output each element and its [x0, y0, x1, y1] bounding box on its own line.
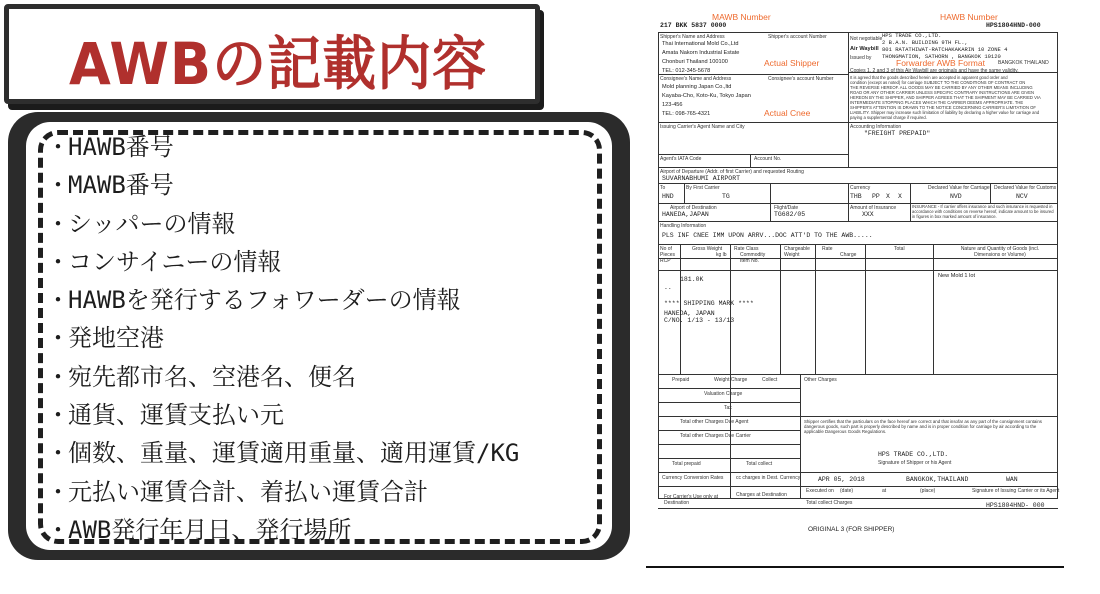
- tax-label: Tax: [724, 405, 732, 411]
- consignee-line: Mold planning Japan Co.,ltd: [662, 84, 732, 90]
- rule: [658, 458, 800, 459]
- rule: [1057, 32, 1058, 498]
- list-item-text: 発地空港: [68, 324, 164, 353]
- rule: [990, 183, 991, 203]
- total-collect-label: Total collect: [746, 461, 773, 467]
- bullet-icon: ・: [46, 401, 70, 430]
- flight: TG682/05: [774, 211, 806, 218]
- conditions-line: HEREON BY THE SHIPPER, AND SHIPPER AGREES THAT THE SHIPMENT MAY BE CARRIED VIA: [850, 95, 1041, 100]
- col-charge: Charge: [840, 252, 857, 258]
- annotation-hawb-number: HAWB Number: [940, 12, 998, 22]
- list-item-text: 個数、重量、運賃適用重量、適用運賃/KG: [68, 439, 520, 468]
- list-item: [46, 243, 519, 281]
- forwarder-line: HPS TRADE CO.,LTD.: [882, 32, 942, 39]
- conditions-line: It is agreed that the goods described herein are accepted in apparent good order and: [850, 75, 1008, 80]
- rule: [910, 183, 911, 221]
- mark-line: C/NO. 1/13 - 13/13: [664, 317, 735, 324]
- rule: [658, 32, 1058, 33]
- rule: [780, 244, 781, 374]
- destination-label: Airport of Destination: [670, 205, 717, 211]
- rule: [658, 374, 1058, 375]
- shipper-label: Shipper's Name and Address: [660, 34, 725, 40]
- shipper-account-label: Shipper's account Number: [768, 34, 827, 40]
- amount-insurance-label: Amount of Insurance: [850, 205, 897, 211]
- amount-insurance: XXX: [862, 211, 874, 218]
- bullet-icon: ・: [46, 362, 70, 391]
- col-commodity: Commodity Item No.: [740, 252, 766, 264]
- date-label: (date): [840, 488, 854, 494]
- shipper-line: TEL: 012-345-5678: [662, 68, 711, 74]
- bullet-icon: ・: [46, 439, 70, 468]
- charges-dest-label: Charges at Destination: [736, 492, 787, 498]
- list-item: [46, 396, 519, 434]
- conditions-line: paying a supplemental charge if required.: [850, 115, 927, 120]
- agent-iata-label: Agent's IATA Code: [660, 156, 702, 162]
- list-item: [46, 358, 519, 396]
- bullet-icon: ・: [46, 515, 70, 544]
- shipping-mark: **** SHIPPING MARK ****: [664, 300, 754, 307]
- departure-airport: SUVARNABHUMI AIRPORT: [662, 175, 741, 182]
- copies-note: Copies 1, 2 and 3 of this Air Waybill are originals and have the same validity.: [850, 68, 1019, 74]
- shipper-line: Thai International Mold Co.,Ltd: [662, 41, 739, 47]
- list-item: [46, 205, 519, 243]
- valuation-label: Valuation Charge: [704, 391, 743, 397]
- conditions-line: INTERMEDIATE STOPPING PLACES WHICH THE CARRIER DEEMS APPROPRIATE. THE: [850, 100, 1024, 105]
- forwarder-line: 801 RATATHIWAT-RATCHAKAKARIN 10 ZONE 4: [882, 46, 1008, 53]
- air-waybill-label: Air Waybill: [850, 46, 879, 52]
- list-item: [46, 434, 519, 472]
- dots: ..: [664, 284, 672, 291]
- rule: [658, 270, 1058, 271]
- rule: [658, 486, 1058, 487]
- executed-on-label: Executed on: [806, 488, 834, 494]
- rule: [658, 167, 1058, 168]
- signature-company: HPS TRADE CO.,LTD.: [878, 451, 949, 458]
- hawb-number-top: HPS1804HND-000: [986, 22, 1041, 29]
- list-item: [46, 511, 519, 549]
- account-no-label: Account No.: [754, 156, 782, 162]
- conditions-line: LIABILITY. Shipper may increase such limitation of liability by declaring a higher value for carriage and: [850, 110, 1040, 115]
- rule: [658, 183, 1058, 184]
- col-rate-class: Rate Class: [734, 246, 759, 252]
- shipper-line: Amata Nakorn Industrial Estate: [662, 50, 740, 56]
- to-code: HND: [662, 193, 674, 200]
- carrier-use-label: For Carrier's Use only at Destination: [664, 494, 719, 506]
- hawb-number-bottom: HPS1804HND- 000: [986, 502, 1045, 509]
- mark-line: HANEDA, JAPAN: [664, 310, 715, 317]
- list-item-text: MAWB番号: [68, 171, 174, 200]
- col-nature: Nature and Quantity of Goods (incl. Dimensions or Volume): [960, 246, 1040, 258]
- list-item: [46, 319, 519, 357]
- list-item-text: AWB発行年月日、発行場所: [68, 515, 352, 544]
- rule: [800, 416, 1058, 417]
- other-x: X: [898, 193, 902, 200]
- rule: [658, 416, 800, 417]
- other-charges-label: Other Charges: [804, 377, 837, 383]
- rule: [658, 32, 659, 498]
- list-item: [46, 166, 519, 204]
- annotation-forwarder-format: Forwarder AWB Format: [896, 58, 985, 68]
- handling-label: Handling Information: [660, 223, 707, 229]
- consignee-line: TEL: 098-765-4321: [662, 111, 711, 117]
- document-baseline: [646, 566, 1064, 568]
- wt-val-ppd: PP: [872, 193, 880, 200]
- col-chargeable: Chargeable Weight: [784, 246, 810, 258]
- bullet-icon: ・: [46, 286, 70, 315]
- rule: [658, 402, 800, 403]
- bullet-icon: ・: [46, 247, 70, 276]
- execution-date: APR 05, 2018: [818, 476, 865, 483]
- destination: HANEDA,JAPAN: [662, 211, 709, 218]
- rule: [770, 183, 771, 221]
- forwarder-city: BANGKOK THAILAND: [998, 60, 1049, 66]
- freight-prepaid: "FREIGHT PREPAID": [864, 130, 931, 137]
- departure-label: Airport of Departure (Addr. of first Carrier) and requested Routing: [660, 169, 804, 175]
- checklist: [46, 128, 519, 549]
- total-prepaid-label: Total prepaid: [672, 461, 701, 467]
- col-total: Total: [894, 246, 905, 252]
- col-pieces: No of Pieces RCP: [660, 246, 676, 264]
- to-label: To: [660, 185, 666, 191]
- consignee-line: Kayaba-Cho, Koto-Ku, Tokyo Japan: [662, 93, 751, 99]
- declared-customs-label: Declared Value for Customs: [994, 185, 1057, 191]
- col-kg: kg lb: [716, 252, 727, 258]
- col-rate: Rate: [822, 246, 833, 252]
- bullet-icon: ・: [46, 324, 70, 353]
- rule: [658, 388, 800, 389]
- currency-conv-label: Currency Conversion Rates: [662, 475, 724, 481]
- total-due-carrier-label: Total other Charges Due Carrier: [680, 433, 751, 439]
- first-carrier-label: By First Carrier: [686, 185, 720, 191]
- list-item-text: 通貨、運賃支払い元: [68, 401, 284, 430]
- conditions-line: ROAD OR ANY OTHER CARRIER UNLESS SPECIFIC CONTRARY INSTRUCTIONS ARE GIVEN: [850, 90, 1035, 95]
- rule: [680, 244, 681, 374]
- rule: [730, 244, 731, 374]
- shipper-certify: Shipper certifies that the particulars on the face hereof are correct and that insofar as any part of the consignment contains dangerous goods, such part is properly described by name and is in proper condition for carriage by air according to the applicable Dangerous Goods Regulations.: [804, 419, 1042, 435]
- list-item: [46, 128, 519, 166]
- list-item: [46, 473, 519, 511]
- conditions-line: SHIPPER'S ATTENTION IS DRAWN TO THE NOTICE CONCERNING CARRIER'S LIMITATION OF: [850, 105, 1036, 110]
- accounting-label: Accounting Information: [850, 124, 902, 130]
- bullet-icon: ・: [46, 171, 70, 200]
- rule: [658, 430, 800, 431]
- signature-label: Signature of Shipper or his Agent: [878, 460, 952, 466]
- bullet-icon: ・: [46, 477, 70, 506]
- consignee-account-label: Consignee's account Number: [768, 76, 834, 82]
- gross-weight: 181.0K: [680, 276, 704, 283]
- conditions-line: THE REVERSE HEREOF. ALL GOODS MAY BE CARRIED BY ANY OTHER MEANS INCLUDING: [850, 85, 1033, 90]
- conditions-line: condition (except as noted) for carriage SUBJECT TO THE CONDITIONS OF CONTRACT ON: [850, 80, 1026, 85]
- rule: [848, 183, 849, 221]
- slide-title: AWBの記載内容: [69, 29, 488, 98]
- rule: [658, 122, 1058, 123]
- list-item-text: シッパーの情報: [68, 209, 236, 238]
- title-box: [4, 4, 540, 104]
- consignee-line: 123-456: [662, 102, 683, 108]
- rule: [658, 472, 1058, 473]
- rule: [658, 244, 1058, 245]
- air-waybill-document: [650, 8, 1062, 538]
- other-ppd: X: [886, 193, 890, 200]
- list-item-text: HAWB番号: [68, 133, 174, 161]
- not-negotiable-label: Not negotiable: [850, 36, 883, 42]
- execution-wan: WAN: [1006, 476, 1018, 483]
- carrier-code: TG: [722, 193, 730, 200]
- execution-place: BANGKOK,THAILAND: [906, 476, 969, 483]
- declared-customs: NCV: [1016, 193, 1028, 200]
- list-item-text: 元払い運賃合計、着払い運賃合計: [68, 477, 428, 506]
- place-label: (place): [920, 488, 936, 494]
- declared-carriage: NVD: [950, 193, 962, 200]
- annotation-mawb-number: MAWB Number: [712, 12, 771, 22]
- shipper-line: Chonburi Thailand 100100: [662, 59, 728, 65]
- rule: [815, 244, 816, 374]
- at-label: at: [882, 488, 887, 494]
- handling-info: PLS INF CNEE IMM UPON ARRV...DOC ATT'D TO THE AWB.....: [662, 232, 873, 239]
- rule: [684, 183, 685, 203]
- issuing-signature-label: Signature of Issuing Carrier or its Agent: [972, 488, 1060, 494]
- issued-by-label: Issued by: [850, 55, 872, 61]
- rule: [865, 244, 866, 374]
- insurance-note: INSURANCE - If carrier offers insurance and such insurance is requested in accordance with conditions on reverse hereof, indicate amount to be insured in figures in box marked amount of insurance.: [912, 204, 1054, 219]
- declared-carriage-label: Declared Value for Carriage: [928, 185, 990, 191]
- cc-charges-label: cc charges in Dest. Currency: [736, 475, 801, 481]
- rule: [658, 154, 848, 155]
- rule: [848, 32, 849, 167]
- flight-label: Flight/Date: [774, 205, 799, 211]
- original-copy-label: ORIGINAL 3 (FOR SHIPPER): [808, 526, 895, 533]
- bullet-icon: ・: [46, 209, 70, 238]
- currency-label: Currency: [850, 185, 871, 191]
- rule: [658, 221, 1058, 222]
- mawb-number: 217 BKK 5837 0000: [660, 22, 727, 29]
- forwarder-line: 2 B.A.N. BUILDING 9TH FL.,: [882, 39, 968, 46]
- rule: [658, 444, 800, 445]
- goods-description: New Mold 1 lot: [938, 273, 975, 279]
- prepaid-label: Prepaid: [672, 377, 690, 383]
- annotation-actual-cnee: Actual Cnee: [764, 108, 811, 118]
- collect-label: Collect: [762, 377, 778, 383]
- annotation-actual-shipper: Actual Shipper: [764, 58, 820, 68]
- currency: THB: [850, 193, 862, 200]
- total-due-agent-label: Total other Charges Due Agent: [680, 419, 749, 425]
- consignee-label: Consignee's Name and Address: [660, 76, 732, 82]
- rule: [658, 258, 1058, 259]
- rule: [933, 244, 934, 374]
- list-item-text: 宛先都市名、空港名、便名: [68, 362, 356, 391]
- bullet-icon: ・: [46, 133, 70, 161]
- rule: [750, 154, 751, 167]
- list-item: [46, 281, 519, 319]
- weight-charge-label: Weight Charge: [714, 377, 748, 383]
- col-gross: Gross Weight: [692, 246, 723, 252]
- issuing-agent-label: Issuing Carrier's Agent Name and City: [660, 124, 745, 130]
- total-collect-charges-label: Total collect Charges: [806, 500, 853, 506]
- list-item-text: HAWBを発行するフォワーダーの情報: [68, 286, 461, 315]
- forwarder-line: THONGMATION, SATHORN , BANGKOK 10120: [882, 53, 1001, 60]
- list-item-text: コンサイニーの情報: [68, 247, 282, 276]
